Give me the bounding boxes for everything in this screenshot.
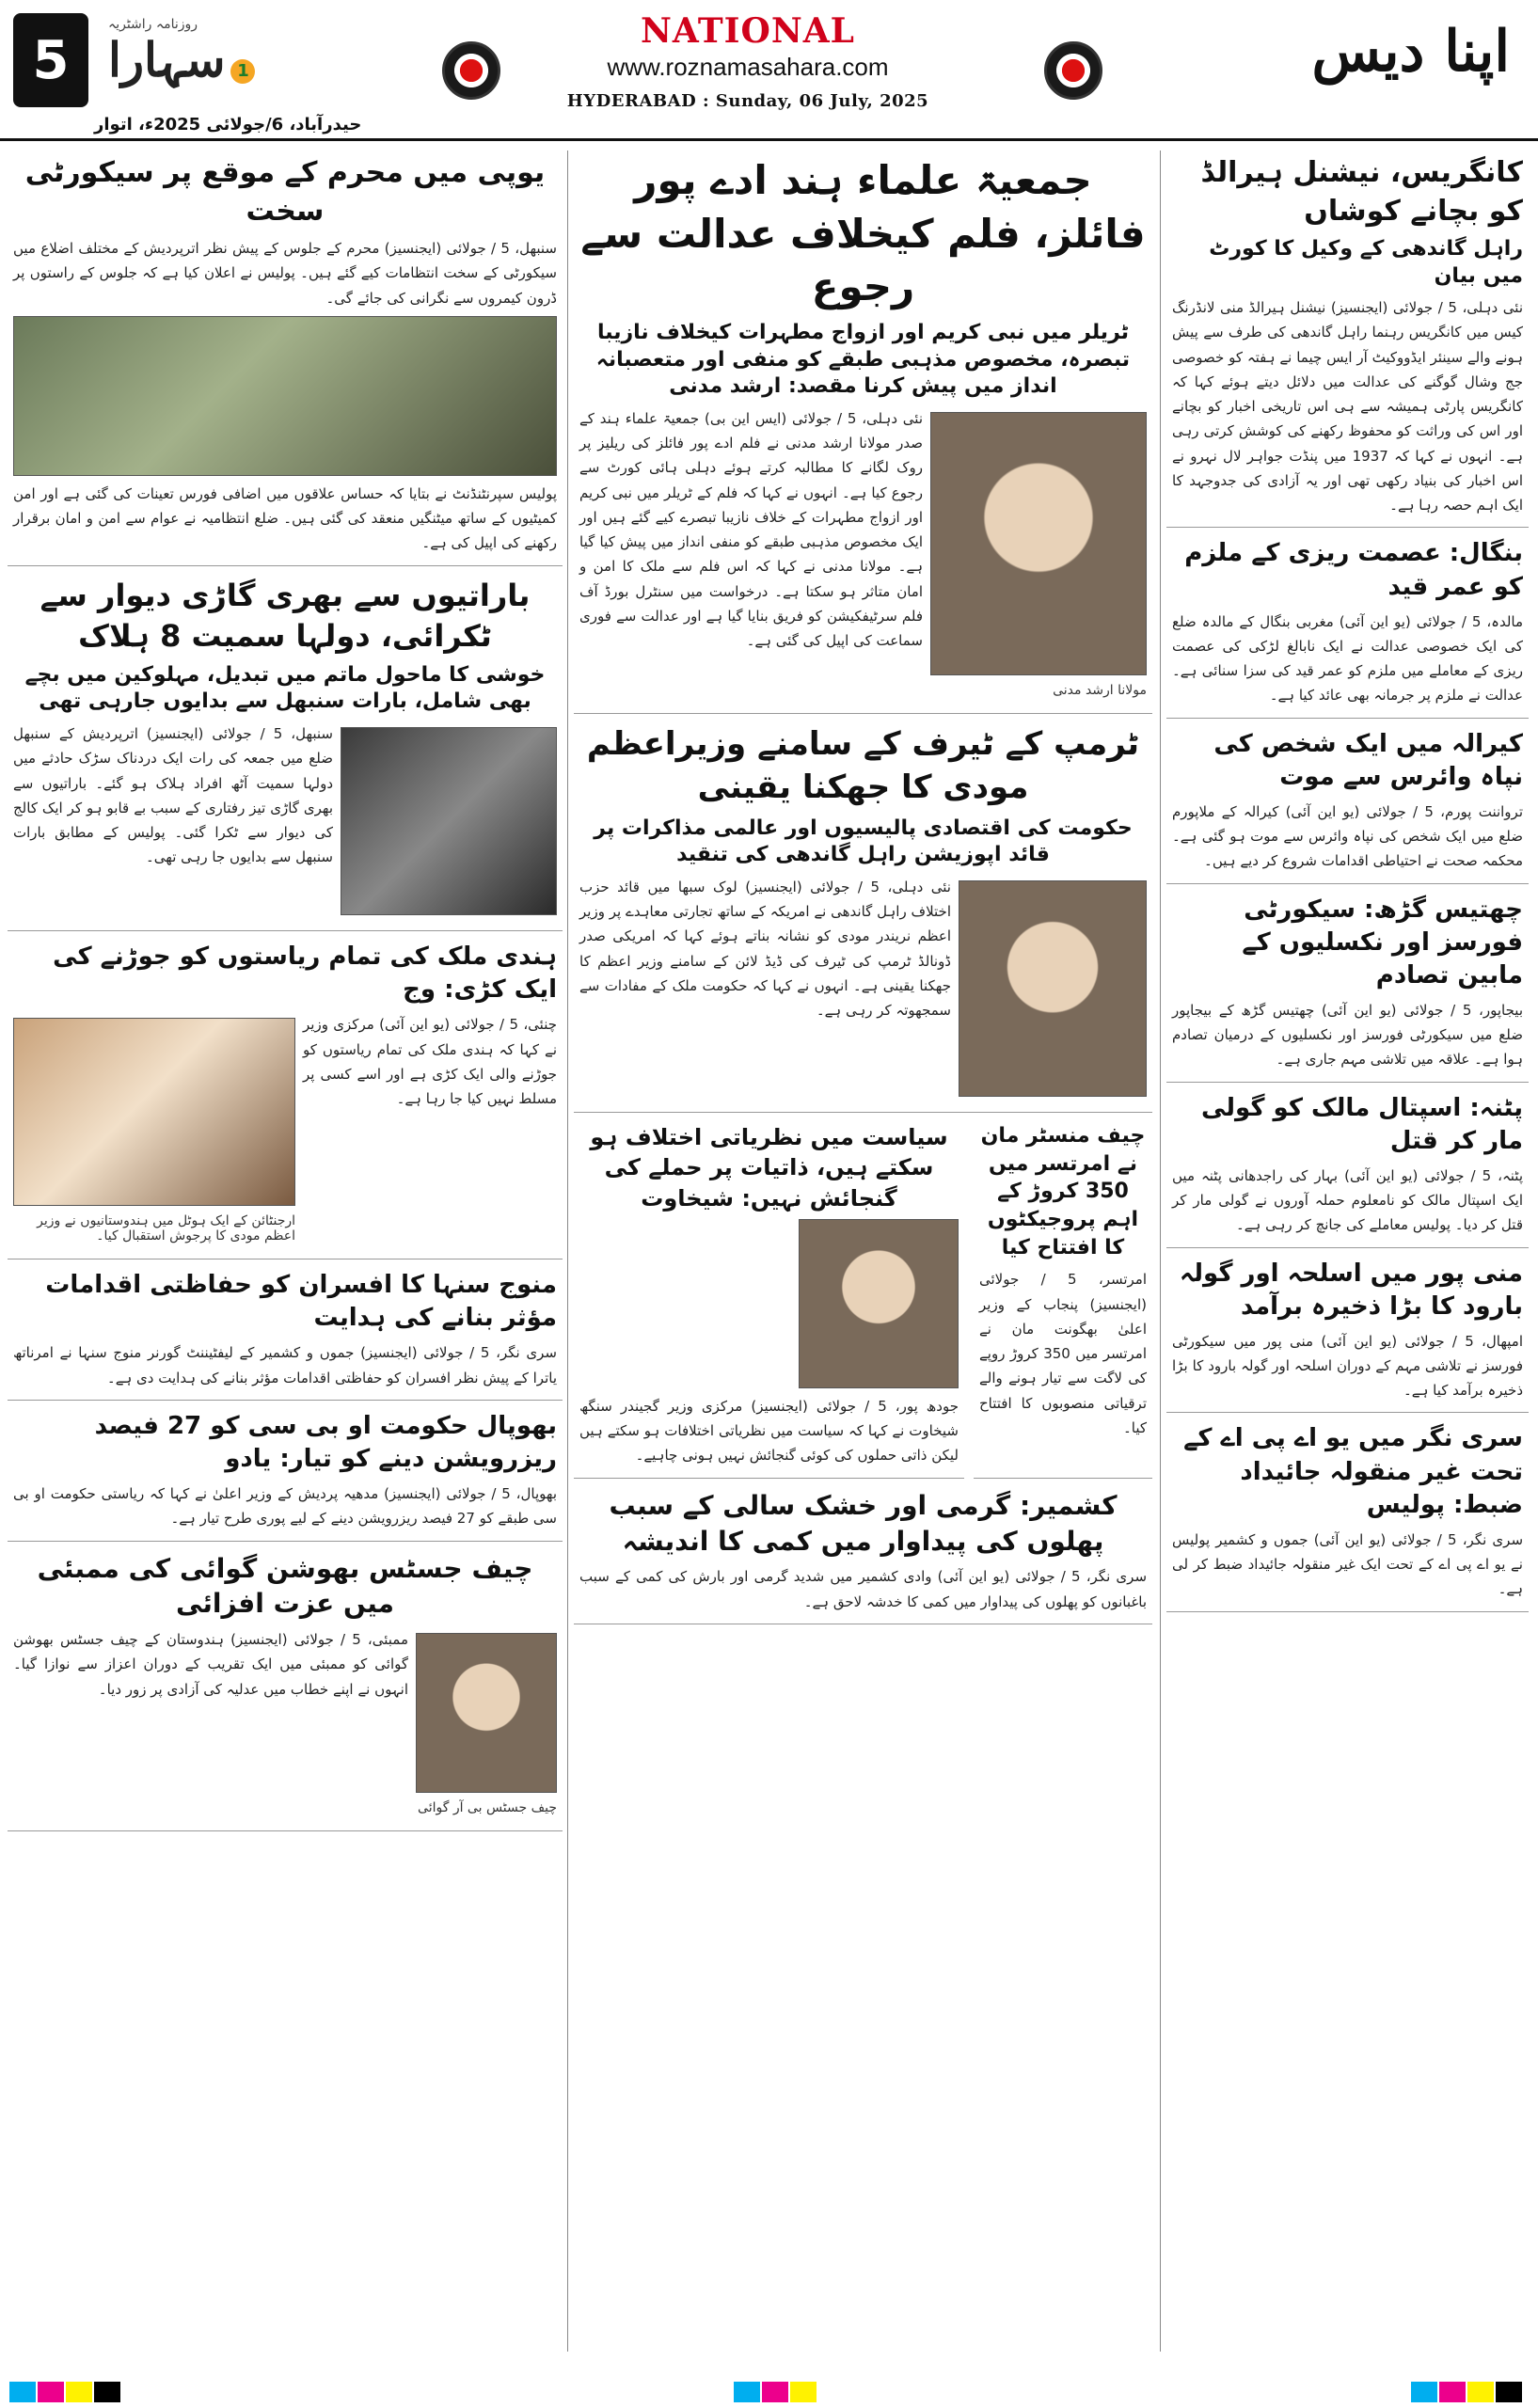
story-body: نئی دہلی، 5 / جولائی (ایجنسیز) نیشنل ہیرالڈ منی لانڈرنگ کیس میں کانگریس رہنما راہل گاندھی کی طرف سے پیش ہونے والے سینئر ایڈووکیٹ آر ایس چیما نے ہفتہ کو خصوصی جج وشال گوگنے کی عدالت میں دلائل دیتے ہوئے کہا کہ کانگریس پارٹی ہمیشہ سے ہی اس تاریخی اخبار کو بچانے اور اس کی وراثت کو محفوظ رکھنے کی کوشش کرتی رہی ہے۔ انہوں نے کہا کہ 1937 میں پنڈت جواہر لال نہرو نے اس اخبار کی بنیاد رکھی تھی اور یہ آزادی کی جدوجہد کا ایک اہم حصہ رہا ہے۔ <box>1172 299 1523 515</box>
story-bengal <box>1166 533 1529 718</box>
story-body: بیجاپور، 5 / جولائی (یو این آئی) چھتیس گڑھ کے بیجاپور ضلع میں سیکورٹی فورسز اور نکسلیوں کے درمیان تصادم ہوا ہے۔ علاقہ میں تلاشی مہم جاری ہے۔ <box>1172 1001 1524 1069</box>
story-body: ممبئی، 5 / جولائی (ایجنسیز) ہندوستان کے چیف جسٹس بھوشن گوائی کو ممبئی میں ایک تقریب کے دوران اعزاز سے نوازا گیا۔ انہوں نے اپنے خطاب میں عدلیہ کی آزادی پر زور دیا۔ <box>13 1631 409 1698</box>
story-headline: چیف منسٹر مان نے امرتسر میں 350 کروڑ کے اہم پروجیکٹوں کا افتتاح کیا <box>980 1123 1146 1259</box>
story-headline: کشمیر: گرمی اور خشک سالی کے سبب پھلوں کی پیداوار میں کمی کا اندیشہ <box>609 1489 1118 1557</box>
story-body: بھوپال، 5 / جولائی (ایجنسیز) مدھیہ پردیش کے وزیر اعلیٰ نے کہا کہ ریاستی حکومت او بی سی طبقے کو 27 فیصد ریزرویشن دینے کے لیے پوری طرح تیار ہے۔ <box>13 1485 557 1528</box>
rahul-gandhi-photo <box>959 880 1147 1097</box>
black-swatch-icon <box>94 2382 120 2402</box>
masthead <box>0 0 1538 141</box>
column-right <box>1166 150 1529 2352</box>
brand-logo <box>108 17 329 87</box>
story-content-row <box>13 1012 557 1249</box>
story-body: سری نگر، 5 / جولائی (یو این آئی) جموں و کشمیر پولیس نے یو اے پی اے کے تحت ایک غیر منقولہ جائیداد ضبط کر لی ہے۔ <box>1172 1530 1524 1598</box>
column-divider <box>567 150 568 2352</box>
magenta-swatch-icon <box>762 2382 788 2402</box>
story-body: سنبھل، 5 / جولائی (ایجنسیز) اترپردیش کے سنبھل ضلع میں جمعہ کی رات ایک دردناک سڑک حادثے میں دولہا سمیت آٹھ افراد ہلاک ہو گئے۔ باراتیوں سے بھری گاڑی تیز رفتاری کے سبب بے قابو ہو کر ایک کالج کی دیوار سے ٹکرا گئی۔ پولیس کے مطابق بارات سنبھل سے بدایوں جا رہی تھی۔ <box>13 725 333 866</box>
story-body: ترواننت پورم، 5 / جولائی (یو این آئی) کیرالہ کے ملاپورم ضلع میں ایک شخص کی نپاہ وائرس سے موت ہو گئی ہے۔ محکمہ صحت نے احتیاطی اقدامات شروع کر دیے ہیں۔ <box>1172 802 1524 870</box>
story-body: نئی دہلی، 5 / جولائی (ایجنسیز) لوک سبھا میں قائد حزب اختلاف راہل گاندھی نے امریکہ کے ساتھ تجارتی معاہدے پر وزیر اعظم نریندر مودی کو نشانہ بناتے ہوئے کہا کہ امریکی صدر ڈونالڈ ٹرمپ کی ٹیرف کی ڈیڈ لائن کے سامنے وزیر اعظم کا جھکنا یقینی ہے۔ انہوں نے کہا کہ حکومت ملک کے مفادات سے سمجھوتہ کر رہی ہے۔ <box>579 878 951 1020</box>
story-body: جودھ پور، 5 / جولائی (ایجنسیز) مرکزی وزیر گجیندر سنگھ شیخاوت نے کہا کہ سیاست میں نظریاتی اختلافات ہو سکتے ہیں لیکن ذاتی حملوں کی کوئی گنجائش نہیں ہونی چاہیے۔ <box>579 1397 959 1465</box>
story-headline: چھتیس گڑھ: سیکورٹی فورسز اور نکسلیوں کے مابین تصادم <box>1242 895 1523 990</box>
cyan-swatch-icon <box>1411 2382 1437 2402</box>
story-body: امپھال، 5 / جولائی (یو این آئی) منی پور میں سیکورٹی فورسز نے تلاشی مہم کے دوران اسلحہ اور گولہ بارود کا بڑا ذخیرہ برآمد کیا ہے۔ <box>1172 1332 1523 1400</box>
story-body: پٹنہ، 5 / جولائی (یو این آئی) بہار کی راجدھانی پٹنہ میں ایک اسپتال مالک کو نامعلوم حملہ آوروں نے گولی مار کر قتل کر دیا۔ پولیس معاملے کی جانچ کر رہی ہے۔ <box>1172 1166 1523 1234</box>
wheel-emblem-right-icon <box>1044 41 1102 100</box>
column-left <box>8 150 563 2352</box>
urdu-dateline: حیدرآباد، 6/جولائی 2025ء، اتوار <box>94 115 362 135</box>
photo-caption: چیف جسٹس بی آر گوائی <box>418 1800 557 1816</box>
story-body: سری نگر، 5 / جولائی (ایجنسیز) جموں و کشمیر کے لیفٹیننٹ گورنر منوج سنہا نے امرناتھ یاترا کے پیش نظر افسران کو حفاظتی اقدامات مؤثر بنانے کی ہدایت دی ہے۔ <box>13 1344 557 1386</box>
story-headline: یوپی میں محرم کے موقع پر سیکورٹی سخت <box>24 156 546 228</box>
magenta-swatch-icon <box>38 2382 64 2402</box>
story-headline: جمعیۃ علماء ہند ادے پور فائلز، فلم کیخلاف عدالت سے رجوع <box>580 157 1146 310</box>
story-content-row <box>579 406 1147 704</box>
wrecked-car-photo <box>341 727 557 915</box>
modi-argentina-photo <box>13 1018 295 1206</box>
black-swatch-icon <box>1496 2382 1522 2402</box>
story-manipur <box>1166 1254 1529 1414</box>
story-body: نئی دہلی، 5 / جولائی (ایس این بی) جمعیۃ علماء ہند کے صدر مولانا ارشد مدنی نے فلم ادے پور فائلز کی ریلیز پر روک لگانے کا مطالبہ کرتے ہوئے دہلی ہائی کورٹ سے رجوع کیا ہے۔ انہوں نے کہا کہ فلم کے ٹریلر میں نبی کریم اور ازواج مطہرات کے خلاف نازیبا تبصرے کیے گئے ہیں اور ایک مخصوص مذہبی طبقے کو منفی انداز میں پیش کیا گیا ہے۔ مولانا مدنی نے کہا کہ اس فلم سے ملک کا امن و امان متاثر ہو سکتا ہے۔ درخواست میں سنٹرل بورڈ آف فلم سرٹیفکیشن کو فریق بنایا گیا ہے اور عدالت سے فوری سماعت کی اپیل کی گئی ہے۔ <box>579 409 923 650</box>
date-line: HYDERABAD : Sunday, 06 July, 2025 <box>566 91 929 111</box>
yellow-swatch-icon <box>790 2382 817 2402</box>
story-headline: کانگریس، نیشنل ہیرالڈ کو بچانے کوشاں <box>1200 156 1523 228</box>
story-subheadline: راہل گاندھی کے وکیل کا کورٹ میں بیان <box>1209 237 1523 288</box>
page-number: 5 <box>13 13 88 107</box>
story-srinagar <box>1166 1418 1529 1611</box>
story-chief-justice <box>8 1547 563 1832</box>
story-hindi <box>8 937 563 1259</box>
story-chhattisgarh <box>1166 890 1529 1083</box>
center-lower-row <box>574 1118 1152 1484</box>
story-subheadline: حکومت کی اقتصادی پالیسیوں اور عالمی مذاکرات پر قائد اپوزیشن راہل گاندھی کی تنقید <box>594 816 1133 867</box>
story-content-row <box>13 1627 557 1821</box>
brand-name: سہارا <box>108 32 226 87</box>
story-body: سری نگر، 5 / جولائی (یو این آئی) وادی کشمیر میں شدید گرمی اور بارش کی کمی کے سبب باغبانوں کو پھلوں کی پیداوار میں کمی کا خدشہ لاحق ہے۔ <box>579 1568 1148 1610</box>
story-udaipur-files <box>574 150 1152 714</box>
police-march-photo <box>13 316 557 476</box>
story-muharram <box>8 150 563 566</box>
column-center <box>574 150 1152 2352</box>
story-headline: کیرالہ میں ایک شخص کی نپاہ وائرس سے موت <box>1213 729 1523 791</box>
story-headline: منوج سنہا کا افسران کو حفاظتی اقدامات مؤثر بنانے کی ہدایت <box>45 1271 557 1333</box>
photo-caption: ارجنٹائن کے ایک ہوٹل میں ہندوستانیوں نے وزیر اعظم مودی کا پرجوش استقبال کیا۔ <box>37 1213 295 1244</box>
chief-justice-photo <box>416 1633 557 1793</box>
story-subheadline: خوشی کا ماحول ماتم میں تبدیل، مہلوکین میں بچے بھی شامل، بارات سنبھل سے بدایوں جارہی تھی <box>24 662 546 714</box>
section-title: اپنا دیس <box>1311 19 1510 85</box>
yellow-swatch-icon <box>66 2382 92 2402</box>
story-headline: چیف جسٹس بھوشن گوائی کی ممبئی میں عزت افزائی <box>37 1552 533 1620</box>
story-kerala <box>1166 724 1529 884</box>
story-national-herald <box>1166 150 1529 528</box>
story-subheadline: ٹریلر میں نبی کریم اور ازواج مطہرات کیخلاف نازیبا تبصرہ، مخصوص مذہبی طبقے کو منفی اور متعصبانہ انداز میں پیش کرنا مقصد: ارشد مدنی <box>595 321 1131 399</box>
photo-block <box>416 1627 557 1821</box>
story-headline: سری نگر میں یو اے پی اے کے تحت غیر منقولہ جائیداد ضبط: پولیس <box>1183 1424 1523 1519</box>
photo-caption: مولانا ارشد مدنی <box>1053 682 1147 698</box>
story-patna <box>1166 1088 1529 1248</box>
magenta-swatch-icon <box>1439 2382 1466 2402</box>
story-headline: ٹرمپ کے ٹیرف کے سامنے وزیراعظم مودی کا جھکنا یقینی <box>586 724 1140 806</box>
brand-badge: 1 <box>230 59 255 84</box>
story-headline: پٹنہ: اسپتال مالک کو گولی مار کر قتل <box>1200 1093 1523 1155</box>
story-accident <box>8 572 563 932</box>
story-headline: بھوپال حکومت او بی سی کو 27 فیصد ریزرویشن دینے کو تیار: یادو <box>94 1411 557 1474</box>
wheel-emblem-left-icon <box>442 41 500 100</box>
story-body: چنئی، 5 / جولائی (یو این آئی) مرکزی وزیر نے کہا کہ ہندی ملک کی تمام ریاستوں کو جوڑنے والی ایک کڑی ہے اور اسے کسی پر مسلط نہیں کیا جا رہا ہے۔ <box>303 1016 558 1107</box>
story-shekhawat <box>574 1118 964 1479</box>
story-body: سنبھل، 5 / جولائی (ایجنسیز) محرم کے جلوس کے پیش نظر اترپردیش کے مختلف اضلاع میں سیکورٹی کے سخت انتظامات کیے گئے ہیں۔ پولیس نے اعلان کیا ہے کہ جلوس کے راستوں پر ڈرون کیمروں سے نگرانی کی جائے گی۔ <box>13 240 557 307</box>
story-body: مالدہ، 5 / جولائی (یو این آئی) مغربی بنگال کے مالدہ ضلع کی ایک خصوصی عدالت نے ایک نابالغ لڑکی کی عصمت ریزی کے معاملے میں ملزم کو عمر قید کی سزا سنائی ہے۔ عدالت نے ملزم پر جرمانہ بھی عائد کیا ہے۔ <box>1172 612 1524 705</box>
edition-header <box>527 11 969 111</box>
brand-tagline: روزنامہ راشٹریہ <box>108 17 198 32</box>
story-trump-tariff <box>574 720 1152 1113</box>
arshad-madni-photo <box>930 412 1147 675</box>
story-content-row <box>13 721 557 921</box>
story-headline: منی پور میں اسلحہ اور گولہ بارود کا بڑا ذخیرہ برآمد <box>1180 1259 1523 1321</box>
story-kashmir-fruits <box>574 1484 1152 1624</box>
photo-block <box>13 1012 295 1249</box>
column-divider <box>1160 150 1161 2352</box>
shekhawat-photo <box>799 1219 959 1388</box>
site-url[interactable]: www.roznamasahara.com <box>607 53 889 81</box>
cyan-swatch-icon <box>9 2382 36 2402</box>
story-body: امرتسر، 5 / جولائی (ایجنسیز) پنجاب کے وزیر اعلیٰ بھگونت مان نے امرتسر میں 350 کروڑ روپے کی لاگت سے تیار ہونے والے ترقیاتی منصوبوں کا افتتاح کیا۔ <box>979 1271 1147 1436</box>
story-headline: سیاست میں نظریاتی اختلاف ہو سکتے ہیں، ذاتیات پر حملے کی گنجائش نہیں: شیخاوت <box>590 1123 948 1212</box>
story-headline: بنگال: عصمت ریزی کے ملزم کو عمر قید <box>1184 539 1523 601</box>
story-headline: باراتیوں سے بھری گاڑی دیوار سے ٹکرائی، دولہا سمیت 8 ہلاک <box>40 577 531 654</box>
story-manoj-sinha <box>8 1265 563 1401</box>
story-bhopal-obc <box>8 1406 563 1542</box>
edition-label: NATIONAL <box>640 11 855 51</box>
story-content-row <box>579 875 1147 1102</box>
story-amritsar <box>974 1118 1152 1479</box>
cyan-swatch-icon <box>734 2382 760 2402</box>
story-body-continued: پولیس سپرنٹنڈنٹ نے بتایا کہ حساس علاقوں میں اضافی فورس تعینات کی گئی ہے اور امن کمیٹیوں کے ساتھ میٹنگیں منعقد کی گئی ہیں۔ ضلع انتظامیہ نے عوام سے امن و امان برقرار رکھنے کی اپیل کی ہے۔ <box>13 484 557 552</box>
photo-block <box>930 406 1147 704</box>
print-registration-strip <box>0 2370 1538 2408</box>
story-headline: ہندی ملک کی تمام ریاستوں کو جوڑنے کی ایک کڑی: وج <box>53 943 557 1005</box>
yellow-swatch-icon <box>1467 2382 1494 2402</box>
